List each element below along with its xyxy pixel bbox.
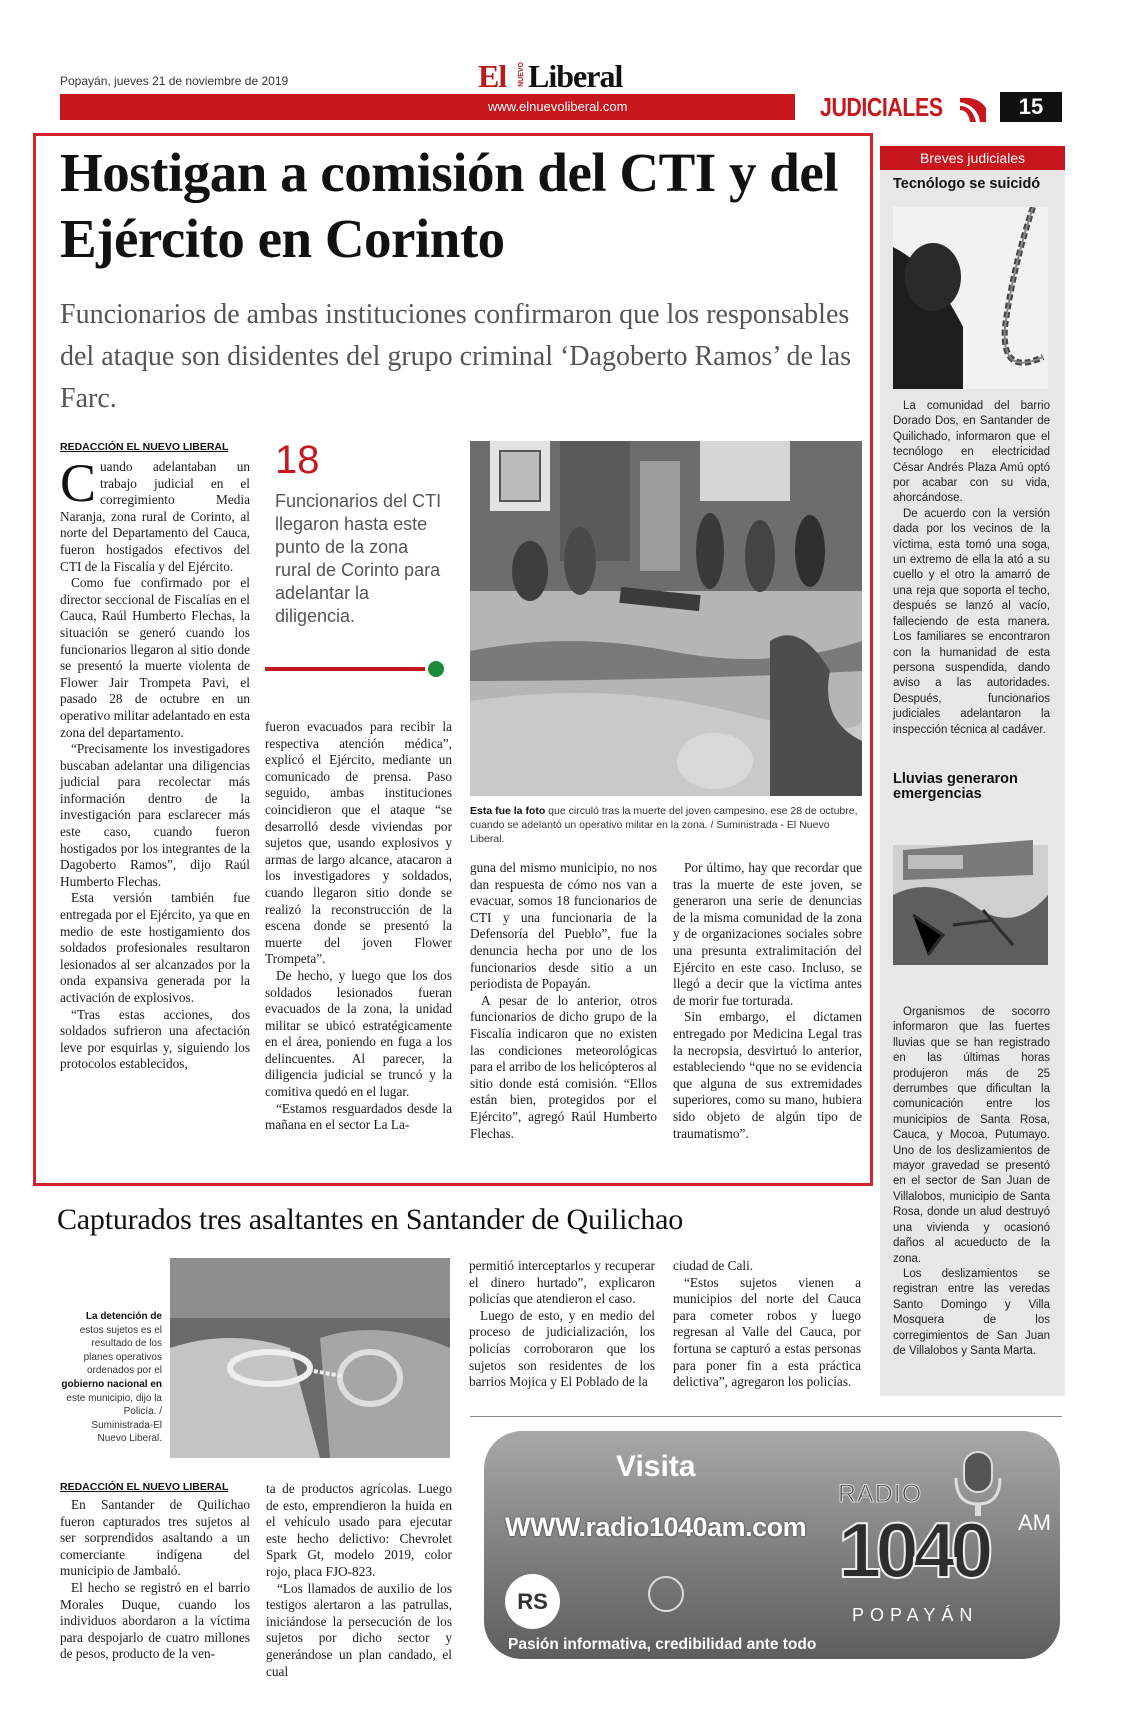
ad-frequency: 1040: [838, 1506, 988, 1594]
fact-rule: [265, 667, 425, 671]
landslide-brief-photo[interactable]: [893, 825, 1048, 965]
paragraph: De acuerdo con la versión dada por los vecinos de la víctima, esta tomó una soga, un extremo de ella la ató a su cuello y el otro la amarró de una reja que soporta el techo, después se lanzó al vacío, falleciendo de esta manera. Los familiares se encontraron con la humanidad de esta persona suspendida, dando aviso a las autoridades. Después, funcionarios judiciales adelantaron la inspección técnica al cadáver.: [893, 507, 1050, 736]
logo-el: El: [478, 58, 507, 94]
story2-column-1: [60, 1497, 250, 1663]
handcuffs-photo[interactable]: [170, 1258, 450, 1458]
main-deck: Funcionarios de ambas instituciones confirmaron que los responsables del ataque son disidentes del grupo criminal ‘Dagoberto Ramos’ de las Farc.: [60, 299, 852, 414]
fact-number: 18: [275, 438, 320, 482]
paragraph: permitió interceptarlos y recuperar el dinero hurtado”, explicaron policías que atendieron el caso.: [469, 1258, 655, 1307]
paragraph: “Precisamente los investigadores buscaban adelantar una diligencias judicial para recolectar más información dentro de la investigación para esclarecer más este caso, cuando fueron hostigados por los integrantes de la Dagoberto Ramos”, dijo Raúl Humberto Flechas.: [60, 741, 250, 889]
paragraph: A pesar de lo anterior, otros funcionarios de dicho grupo de la Fiscalía indicaron que no existen las condiciones meteorológicas para el arribo de los helicópteros al sitio donde está comisión. “Ellos están bien, protegidos por el Ejército”, agregó Raúl Humberto Flechas.: [470, 992, 657, 1141]
paragraph: Cuando adelantaban un trabajo judicial en el corregimiento Media Naranja, zona rural de Corinto, al norte del Departamento del Cauca, fueron hostigados efectivos del CTI de la Fiscalía y del Ejército.: [60, 453, 250, 574]
suicide-brief-photo[interactable]: [893, 207, 1048, 389]
ad-slogan: Pasión informativa, credibilidad ante todo: [508, 1636, 817, 1653]
section-stripe-icon: [960, 94, 990, 122]
main-column-3: [470, 860, 657, 1142]
ad-am-label: AM: [1018, 1510, 1051, 1535]
paragraph: ta de productos agrícolas. Luego de esto, emprendieron la huida en el vehículo usado para ejecutar este hecho delictivo: Chevrolet Spark Gt, modelo 2019, color rojo, placa FJO-823.: [266, 1481, 452, 1579]
edition-date: Popayán, jueves 21 de noviembre de 2019: [60, 74, 289, 88]
newspaper-logo[interactable]: [478, 58, 648, 92]
main-column-4: [673, 860, 862, 1142]
crime-scene-photo[interactable]: [470, 441, 862, 796]
paragraph: Organismos de socorro informaron que las fuertes lluvias que se han registrado en las últimas horas produjeron más de 25 derrumbes que dificultan la comunicación entre los municipios de Santa Rosa, Cauca, y Mocoa, Putumayo. Uno de los deslizamientos de mayor gravedad se presentó en el sector de San Juan de Villalobos, municipio de Santa Rosa, donde un alud destruyó una vivienda y ocasionó daños al acueducto de la zona.: [893, 1006, 1050, 1265]
story2-byline: REDACCIÓN EL NUEVO LIBERAL: [60, 1481, 229, 1493]
paragraph: Esta versión también fue entregada por el Ejército, ya que en medio de este hostigamiento dos soldados profesionales resultaron lesionados al ser alcanzados por la onda expansiva generada por la activación de explosivos.: [60, 890, 250, 1005]
rs-logo-icon: RS: [505, 1574, 560, 1629]
paragraph: Los deslizamientos se registran entre las veredas Santo Domingo y Villa Mosquera de los corregimientos de San Juan de Villalobos y Santa Marta.: [893, 1267, 1050, 1357]
paragraph: “Estos sujetos vienen a municipios del norte del Cauca para cometer robos y luego regresan al Valle del Cauca, por fortuna se capturó a estas personas para poner fin a esta práctica delictiva”, agregaron los policías.: [673, 1274, 861, 1390]
story2-column-3: [469, 1258, 655, 1391]
brief-text-1: [893, 399, 1050, 738]
main-column-2: [265, 719, 452, 1134]
paragraph: Luego de esto, y en medio del proceso de judicialización, los policías corroboraron que los sujetos son residentes de los barrios Mojica y El Poblado de la: [469, 1307, 655, 1390]
paragraph: “Estamos resguardados desde la mañana en el sector La La-: [265, 1100, 452, 1133]
brief-title-2[interactable]: Lluvias generaron emergencias: [893, 771, 1018, 802]
paragraph: La comunidad del barrio Dorado Dos, en Santander de Quilichado, informaron que el tecnólogo en electricidad César Andrés Plaza Amú optó por acabar con su vida, ahorcándose.: [893, 400, 1050, 505]
ad-divider: [470, 1416, 1062, 1417]
paragraph: “Tras estas acciones, dos soldados sufrieron una afectación leve por esquirlas y, siguiendo los protocolos establecidos,: [60, 1006, 250, 1072]
main-column-1: [60, 453, 250, 1073]
fact-text: Funcionarios del CTI llegaron hasta este punto de la zona rural de Corinto para adelantar la diligencia.: [275, 491, 442, 626]
dropcap: C: [60, 453, 97, 513]
ad-radio-label: RADIO: [838, 1480, 923, 1508]
fact-dot-icon: [428, 661, 444, 677]
section-title: JUDICIALES: [820, 92, 943, 122]
story2-column-2: [266, 1481, 452, 1680]
main-byline: REDACCIÓN EL NUEVO LIBERAL: [60, 441, 229, 453]
sidebar-tag: Breves judiciales: [880, 146, 1065, 170]
story2-photo-caption: La detención de estos sujetos es el resultado de los planes operativos ordenados por el gobierno nacional en este municipio, dijo la Policía. / Suministrada-El Nuevo Liberal.: [61, 1311, 162, 1445]
brief-title-1[interactable]: Tecnólogo se suicidó: [893, 176, 1041, 192]
story2-column-4: [673, 1258, 861, 1391]
paragraph: Sin embargo, el dictamen entregado por Medicina Legal tras la necropsia, desvirtuó lo anterior, estableciendo “que no se evidencia que alguna de sus extremidades superiores, como su mano, hubiera sido objeto de algún tipo de traumatismo”.: [673, 1009, 862, 1141]
header-bar: [60, 94, 795, 120]
paragraph: “Los llamados de auxilio de los testigos alertaron a las patrullas, iniciándose la persecución de los sujetos por dicho sector y generándose un plan candado, el cual: [266, 1580, 452, 1679]
ad-visita: Visita: [616, 1450, 696, 1483]
main-headline: Hostigan a comisión del CTI y del Ejército en Corinto: [60, 142, 839, 269]
paragraph: En Santander de Quilichao fueron capturados tres sujetos al ser sorprendidos asaltando a un comerciante indígena del municipio de Jambaló.: [60, 1497, 250, 1579]
paragraph: Como fue confirmado por el director seccional de Fiscalías en el Cauca, Raúl Humberto Flechas, la situación se generó cuando los funcionarios llegaron al sitio donde se presentó la muerte violenta de Flower Jair Trompeta Pavi, el pasado 28 de octubre en un operativo militar adelantado en esta zona del departamento.: [60, 575, 250, 740]
photo-caption: Esta fue la foto que circuló tras la muerte del joven campesino, ese 28 de octubre, cuando se adelantó un operativo militar en la zona. / Suministrada - El Nuevo Liberal.: [470, 805, 858, 845]
website-url[interactable]: www.elnuevoliberal.com: [488, 99, 628, 114]
ad-city: POPAYÁN: [852, 1605, 979, 1625]
logo-nuevo: NUEVO: [518, 62, 525, 87]
logo-liberal: Liberal: [528, 58, 623, 94]
brief-text-2: [893, 1005, 1050, 1359]
paragraph: Por último, hay que recordar que tras la muerte de este joven, se generaron una serie de denuncias de la misma comunidad de la zona y de organizaciones sociales sobre una presunta extralimitación del Ejército en este caso. Incluso, se llegó a decir que la víctima antes de morir fue torturada.: [673, 860, 862, 1008]
story2-headline: Capturados tres asaltantes en Santander de Quilichao: [57, 1203, 684, 1236]
ad-url-link[interactable]: WWW.radio1040am.com: [505, 1512, 807, 1542]
page-number: 15: [1000, 92, 1062, 122]
swirl-logo-icon: [648, 1576, 684, 1612]
paragraph: De hecho, y luego que los dos soldados lesionados fueran evacuados de la zona, la unidad militar se ubicó estratégicamente en el área, poniendo en fuga a los delincuentes. Al parecer, la diligencia judicial se truncó y la comitiva quedó en el lugar.: [265, 967, 452, 1100]
paragraph: fueron evacuados para recibir la respectiva atención médica”, explicó el Ejército, mediante un comunicado de prensa. Paso seguido, ambas instituciones coincidieron que el ataque “se desarrolló desde viviendas por sujetos que, usando explosivos y armas de largo alcance, atacaron a los investigadores y soldados, cuando llegaron sitio donde se realizó la reconstrucción de la escena donde se presentó la muerte del joven Flower Trompeta”.: [265, 719, 452, 967]
paragraph: guna del mismo municipio, no nos dan respuesta de cómo nos van a evacuar, somos 18 funcionarios de CTI y una funcionaria de la Defensoría del Pueblo”, fue la denuncia hecha por uno de los funcionarios desde sitio a un periodista de Popayán.: [470, 860, 657, 992]
paragraph: ciudad de Cali.: [673, 1258, 754, 1273]
paragraph: El hecho se registró en el barrio Morales Duque, cuando los individuos abordaron a la víctima para despojarlo de cuatro millones de pesos, producto de la ven-: [60, 1579, 250, 1662]
